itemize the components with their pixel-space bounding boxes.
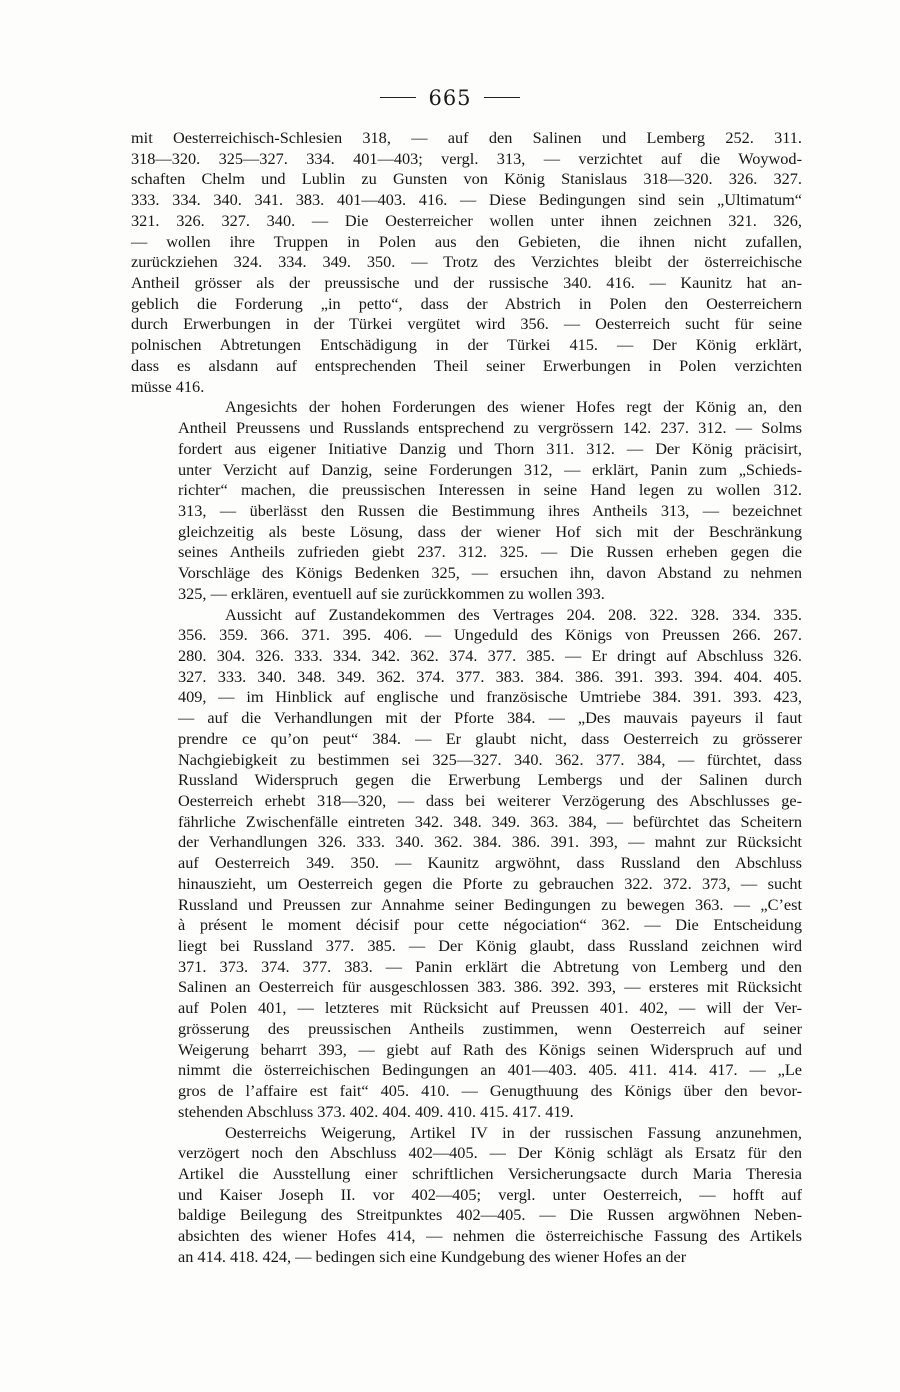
text-line: Nachgiebigkeit zu bestimmen sei 325—327. 340. 362. 377. 384, — fürchtet, dass — [178, 749, 802, 769]
text-line: 356. 359. 366. 371. 395. 406. — Ungeduld des Königs von Preussen 266. 267. — [178, 625, 802, 645]
text-line: 318—320. 325—327. 334. 401—403; vergl. 313, — verzichtet auf die Woywod- — [131, 148, 802, 168]
text-line: Aussicht auf Zustandekommen des Vertrages 204. 208. 322. 328. 334. 335. — [225, 604, 802, 624]
paragraph — [131, 1123, 802, 1268]
text-line: auf Polen 401, — letzteres mit Rücksicht auf Preussen 401. 402, — will der Ver- — [178, 998, 802, 1018]
text-line: Russland Widerspruch gegen die Erwerbung Lembergs und der Salinen durch — [178, 770, 802, 790]
text-line: seines Antheils zufrieden giebt 237. 312. 325. — Die Russen erheben gegen die — [178, 542, 802, 562]
text-line: à présent le moment décisif pour cette négociation“ 362. — Die Entscheidung — [178, 915, 802, 935]
text-line: 280. 304. 326. 333. 334. 342. 362. 374. 377. 385. — Er dringt auf Abschluss 326. — [178, 645, 802, 665]
text-line: baldige Beilegung des Streitpunktes 402—405. — Die Russen argwöhnen Neben- — [178, 1205, 802, 1225]
text-line: richter“ machen, die preussischen Interessen in seine Hand legen zu wollen 312. — [178, 480, 802, 500]
text-line: unter Verzicht auf Danzig, seine Forderungen 312, — erklärt, Panin zum „Schieds- — [178, 459, 802, 479]
text-line: verzögert noch den Abschluss 402—405. — Der König schlägt als Ersatz für den — [178, 1143, 802, 1163]
text-line: mit Oesterreichisch-Schlesien 318, — auf den Salinen und Lemberg 252. 311. — [131, 128, 802, 147]
text-line: der Verhandlungen 326. 333. 340. 362. 384. 386. 391. 393, — mahnt zur Rücksicht — [178, 832, 802, 852]
text-line: zurückziehen 324. 334. 349. 350. — Trotz des Verzichtes bleibt der österreichische — [131, 252, 802, 272]
text-line: 313, — überlässt den Russen die Bestimmung ihres Antheils 313, — bezeichnet — [178, 500, 802, 520]
text-line: — wollen ihre Truppen in Polen aus den Gebieten, die ihnen nicht zufallen, — [131, 231, 802, 251]
text-line: schaften Chelm und Lublin zu Gunsten von König Stanislaus 318—320. 326. 327. — [131, 169, 802, 189]
text-line: durch Erwerbungen in der Türkei vergütet wird 356. — Oesterreich sucht für seine — [131, 314, 802, 334]
text-line: grösserung des preussischen Antheils zustimmen, wenn Oesterreich auf seiner — [178, 1018, 802, 1038]
text-line: — auf die Verhandlungen mit der Pforte 384. — „Des mauvais payeurs il faut — [178, 708, 802, 728]
text-line: fährliche Zwischenfälle eintreten 342. 348. 349. 363. 384, — befürchtet das Scheitern — [178, 811, 802, 831]
text-line: absichten des wiener Hofes 414, — nehmen die österreichische Fassung des Artikels — [178, 1226, 802, 1246]
page-number: 665 — [428, 86, 472, 110]
text-line: prendre ce qu’on peut“ 384. — Er glaubt nicht, dass Oesterreich zu grösserer — [178, 728, 802, 748]
text-line: dass es alsdann auf entsprechenden Theil seiner Erwerbungen in Polen verzichten — [131, 355, 802, 375]
page-header — [0, 86, 900, 110]
text-line: 321. 326. 327. 340. — Die Oesterreicher wollen unter ihnen zeichnen 321. 326, — [131, 210, 802, 230]
text-line: 371. 373. 374. 377. 383. — Panin erklärt die Abtretung von Lemberg und den — [178, 956, 802, 976]
text-line: Antheil Preussens und Russlands entsprechend zu vergrössern 142. 237. 312. — Solms — [178, 418, 802, 438]
text-line: an 414. 418. 424, — bedingen sich eine Kundgebung des wiener Hofes an der — [178, 1246, 687, 1266]
text-line: Oesterreich erhebt 318—320, — dass bei weiterer Verzögerung des Abschlusses ge- — [178, 791, 802, 810]
text-line: liegt bei Russland 377. 385. — Der König glaubt, dass Russland zeichnen wird — [178, 936, 802, 956]
text-line: Oesterreichs Weigerung, Artikel IV in der russischen Fassung anzunehmen, — [225, 1122, 802, 1142]
text-line: Salinen an Oesterreich für ausgeschlossen 383. 386. 392. 393, — ersteres mit Rücksicht — [178, 977, 802, 997]
paragraph — [131, 397, 802, 604]
text-line: Artikel die Ausstellung einer schriftlichen Versicherungsacte durch Maria Theresia — [178, 1163, 802, 1183]
text-line: 325, — erklären, eventuell auf sie zurückkommen zu wollen 393. — [178, 583, 605, 603]
text-line: Angesichts der hohen Forderungen des wiener Hofes regt der König an, den — [225, 397, 802, 417]
text-line: gros de l’affaire est fait“ 405. 410. — Genugthuung des Königs über den bevor- — [178, 1081, 802, 1101]
text-line: und Kaiser Joseph II. vor 402—405; vergl. unter Oesterreich, — hofft auf — [178, 1184, 802, 1204]
text-line: Russland und Preussen zur Annahme seiner Bedingungen zu bewegen 363. — „C’est — [178, 894, 802, 914]
header-rule-left — [380, 97, 416, 98]
text-line: Vorschläge des Königs Bedenken 325, — ersuchen ihn, davon Abstand zu nehmen — [178, 563, 802, 583]
text-line: stehenden Abschluss 373. 402. 404. 409. 410. 415. 417. 419. — [178, 1101, 574, 1121]
text-line: hinauszieht, um Oesterreich gegen die Pforte zu gebrauchen 322. 372. 373, — sucht — [178, 873, 802, 893]
text-line: 409, — im Hinblick auf englische und französische Umtriebe 384. 391. 393. 423, — [178, 687, 802, 707]
text-line: Weigerung beharrt 393, — giebt auf Rath des Königs seinen Widerspruch auf und — [178, 1039, 802, 1059]
text-line: 327. 333. 340. 348. 349. 362. 374. 377. 383. 384. 386. 391. 393. 394. 404. 405. — [178, 666, 802, 686]
text-line: 333. 334. 340. 341. 383. 401—403. 416. — Diese Bedingungen sind sein „Ultimatum“ — [131, 190, 802, 210]
text-line: polnischen Abtretungen Entschädigung in der Türkei 415. — Der König erklärt, — [131, 335, 802, 355]
text-line: nimmt die österreichischen Bedingungen an 401—403. 405. 411. 414. 417. — „Le — [178, 1060, 802, 1080]
text-line: geblich die Forderung „in petto“, dass der Abstrich in Polen den Oesterreichern — [131, 293, 802, 313]
text-line: Antheil grösser als der preussische und der russische 340. 416. — Kaunitz hat an- — [131, 273, 802, 293]
text-line: müsse 416. — [131, 376, 205, 396]
paragraph — [131, 605, 802, 1123]
paragraph — [131, 128, 802, 397]
text-line: fordert aus eigener Initiative Danzig und Thorn 311. 312. — Der König präcisirt, — [178, 438, 802, 458]
text-line: gleichzeitig als beste Lösung, dass der wiener Hof sich mit der Beschränkung — [178, 521, 802, 541]
text-line: auf Oesterreich 349. 350. — Kaunitz argwöhnt, dass Russland den Abschluss — [178, 853, 802, 873]
index-text-body — [131, 128, 802, 1268]
header-rule-right — [484, 97, 520, 98]
